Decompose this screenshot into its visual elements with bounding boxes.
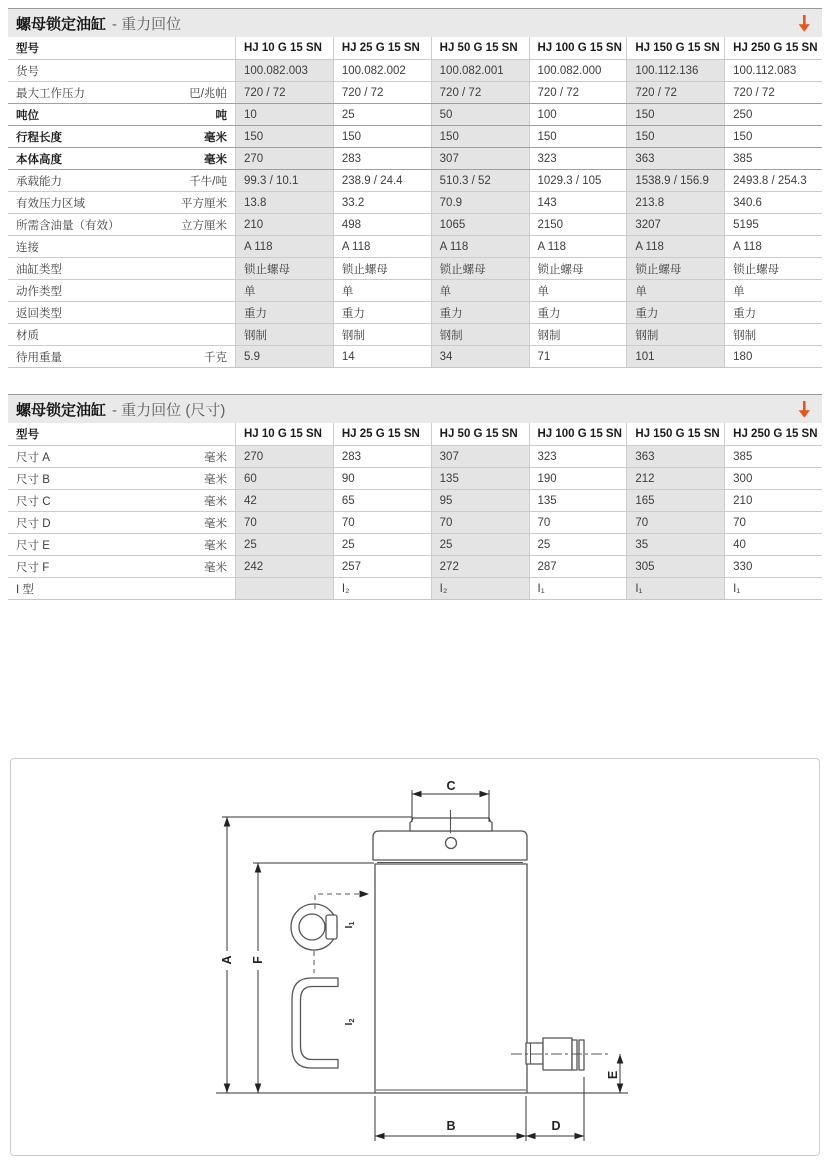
table-cell: 305 bbox=[626, 556, 724, 577]
table-cell: A 118 bbox=[529, 236, 627, 257]
lifting-eye-collar bbox=[326, 915, 337, 939]
table-cell: 720 / 72 bbox=[235, 82, 333, 103]
table-cell: 257 bbox=[333, 556, 431, 577]
dim-label-i2: I2 bbox=[343, 1018, 356, 1026]
table-cell: 135 bbox=[529, 490, 627, 511]
table-row bbox=[8, 301, 822, 323]
table-row bbox=[8, 257, 822, 279]
table-cell: 242 bbox=[235, 556, 333, 577]
table-cell: 363 bbox=[626, 148, 724, 169]
row-label: 尺寸 C bbox=[16, 495, 51, 508]
table-cell: 720 / 72 bbox=[529, 82, 627, 103]
cylinder-drawing bbox=[11, 759, 819, 1155]
row-label-cell bbox=[8, 490, 235, 511]
row-label-cell bbox=[8, 346, 235, 367]
table-cell: 40 bbox=[724, 534, 822, 555]
table-cell: 5195 bbox=[724, 214, 822, 235]
table-cell: 70 bbox=[235, 512, 333, 533]
table-row bbox=[8, 213, 822, 235]
lifting-eye-inner bbox=[299, 914, 325, 940]
row-label-cell bbox=[8, 192, 235, 213]
row-unit: 平方厘米 bbox=[181, 197, 227, 210]
header-model-cell: HJ 50 G 15 SN bbox=[431, 37, 529, 59]
row-unit: 毫米 bbox=[204, 539, 227, 552]
row-label-cell bbox=[8, 82, 235, 103]
table-cell: 283 bbox=[333, 148, 431, 169]
table-cell: 720 / 72 bbox=[626, 82, 724, 103]
row-label-cell bbox=[8, 578, 235, 599]
table-cell: A 118 bbox=[431, 236, 529, 257]
table-cell: 50 bbox=[431, 104, 529, 125]
table2-grid bbox=[8, 423, 822, 599]
row-label-cell bbox=[8, 280, 235, 301]
table-row bbox=[8, 59, 822, 81]
table-cell: 单 bbox=[529, 280, 627, 301]
table-cell: 150 bbox=[235, 126, 333, 147]
table-row bbox=[8, 533, 822, 555]
coupler-ring-2 bbox=[579, 1040, 584, 1070]
table-cell: 重力 bbox=[724, 302, 822, 323]
row-unit: 毫米 bbox=[204, 517, 227, 530]
table-cell: 钢制 bbox=[724, 324, 822, 345]
row-label: 尺寸 A bbox=[16, 451, 50, 464]
table-cell: 165 bbox=[626, 490, 724, 511]
table-cell: 锁止螺母 bbox=[235, 258, 333, 279]
table-cell: 2150 bbox=[529, 214, 627, 235]
row-label-cell bbox=[8, 324, 235, 345]
row-label: 尺寸 D bbox=[16, 517, 51, 530]
table-cell: 重力 bbox=[626, 302, 724, 323]
eye-leader-arrow bbox=[360, 891, 370, 898]
row-label: 材质 bbox=[16, 329, 39, 342]
row-label-cell bbox=[8, 258, 235, 279]
row-unit: 毫米 bbox=[204, 451, 227, 464]
row-label: 最大工作压力 bbox=[16, 87, 85, 100]
table-cell: 70 bbox=[626, 512, 724, 533]
row-label: 承载能力 bbox=[16, 175, 62, 188]
dim-label-c: C bbox=[446, 779, 456, 793]
header-model-cell: HJ 250 G 15 SN bbox=[724, 423, 822, 445]
row-label: 尺寸 F bbox=[16, 561, 50, 574]
table-cell: 钢制 bbox=[333, 324, 431, 345]
table-cell: 重力 bbox=[333, 302, 431, 323]
table-cell: 单 bbox=[626, 280, 724, 301]
table-cell: 锁止螺母 bbox=[724, 258, 822, 279]
table-cell: 150 bbox=[333, 126, 431, 147]
row-label: 动作类型 bbox=[16, 285, 62, 298]
carry-handle bbox=[292, 978, 338, 1068]
table-cell: 363 bbox=[626, 446, 724, 467]
table-cell: 250 bbox=[724, 104, 822, 125]
table-cell: 重力 bbox=[431, 302, 529, 323]
table-cell: 33.2 bbox=[333, 192, 431, 213]
table-cell: 210 bbox=[724, 490, 822, 511]
table-cell: 100.082.001 bbox=[431, 60, 529, 81]
table-cell: I₁ bbox=[626, 578, 724, 599]
table-header-row bbox=[8, 423, 822, 445]
header-model-cell: HJ 100 G 15 SN bbox=[529, 423, 627, 445]
table-cell: A 118 bbox=[724, 236, 822, 257]
table-cell: 单 bbox=[724, 280, 822, 301]
table-cell: 150 bbox=[529, 126, 627, 147]
row-unit: 千克 bbox=[204, 351, 227, 364]
table-cell: 70 bbox=[529, 512, 627, 533]
table-row bbox=[8, 235, 822, 257]
table-cell: 720 / 72 bbox=[333, 82, 431, 103]
table-cell: 100.082.000 bbox=[529, 60, 627, 81]
header-model-cell: HJ 100 G 15 SN bbox=[529, 37, 627, 59]
table-cell: A 118 bbox=[626, 236, 724, 257]
table-cell: 300 bbox=[724, 468, 822, 489]
row-label: 尺寸 B bbox=[16, 473, 50, 486]
table-cell: 锁止螺母 bbox=[626, 258, 724, 279]
table-cell: 99.3 / 10.1 bbox=[235, 170, 333, 191]
table1-subtitle: - 重力回位 bbox=[112, 15, 182, 33]
spec-table-dimensions bbox=[8, 394, 822, 600]
row-label: 尺寸 E bbox=[16, 539, 50, 552]
row-unit: 千牛/吨 bbox=[189, 175, 227, 188]
row-label: 返回类型 bbox=[16, 307, 62, 320]
table-cell: 锁止螺母 bbox=[529, 258, 627, 279]
table-cell: 150 bbox=[626, 126, 724, 147]
table-cell: 14 bbox=[333, 346, 431, 367]
table2-title: 螺母锁定油缸 bbox=[16, 401, 107, 419]
row-label-cell bbox=[8, 126, 235, 147]
table-cell: I₁ bbox=[724, 578, 822, 599]
row-label: 油缸类型 bbox=[16, 263, 62, 276]
row-label-cell bbox=[8, 214, 235, 235]
table-cell: 5.9 bbox=[235, 346, 333, 367]
dim-label-a: A bbox=[220, 955, 234, 965]
table-row bbox=[8, 81, 822, 103]
row-unit: 毫米 bbox=[204, 561, 227, 574]
table-row bbox=[8, 147, 822, 169]
table-cell: 213.8 bbox=[626, 192, 724, 213]
table-cell: 270 bbox=[235, 446, 333, 467]
row-label: 所需含油量（有效） bbox=[16, 219, 120, 232]
row-label-cell bbox=[8, 148, 235, 169]
nut-hole bbox=[446, 838, 457, 849]
table-cell: 25 bbox=[333, 104, 431, 125]
table-cell: 287 bbox=[529, 556, 627, 577]
row-unit: 吨 bbox=[215, 109, 227, 122]
table-cell: 35 bbox=[626, 534, 724, 555]
row-label-cell bbox=[8, 446, 235, 467]
row-label: 吨位 bbox=[16, 109, 39, 122]
table2-title-bar bbox=[8, 394, 822, 423]
row-label: 待用重量 bbox=[16, 351, 62, 364]
table-cell: 212 bbox=[626, 468, 724, 489]
row-label-cell bbox=[8, 512, 235, 533]
row-unit: 立方厘米 bbox=[181, 219, 227, 232]
coupler-ring-1 bbox=[572, 1040, 577, 1070]
table-cell: 13.8 bbox=[235, 192, 333, 213]
table-cell: 100.112.136 bbox=[626, 60, 724, 81]
table-cell: 单 bbox=[431, 280, 529, 301]
header-model-cell: HJ 150 G 15 SN bbox=[626, 423, 724, 445]
header-model-cell: HJ 10 G 15 SN bbox=[235, 423, 333, 445]
dim-label-e: E bbox=[606, 1070, 620, 1080]
row-label-cell bbox=[8, 534, 235, 555]
table-row bbox=[8, 191, 822, 213]
dim-label-d: D bbox=[551, 1119, 561, 1133]
table-cell: 307 bbox=[431, 148, 529, 169]
table-cell: 71 bbox=[529, 346, 627, 367]
table-row bbox=[8, 169, 822, 191]
table-cell: 单 bbox=[235, 280, 333, 301]
row-label-cell bbox=[8, 170, 235, 191]
row-label-cell bbox=[8, 60, 235, 81]
table-row bbox=[8, 467, 822, 489]
row-unit: 毫米 bbox=[204, 153, 227, 166]
table-cell: 钢制 bbox=[626, 324, 724, 345]
table-cell: 钢制 bbox=[235, 324, 333, 345]
table-cell: 95 bbox=[431, 490, 529, 511]
table-cell: 25 bbox=[235, 534, 333, 555]
table-cell: 70.9 bbox=[431, 192, 529, 213]
header-model-cell: HJ 250 G 15 SN bbox=[724, 37, 822, 59]
row-unit: 毫米 bbox=[204, 473, 227, 486]
table-cell: 25 bbox=[529, 534, 627, 555]
header-model-label: 型号 bbox=[16, 43, 39, 55]
table-cell: 510.3 / 52 bbox=[431, 170, 529, 191]
table-row bbox=[8, 125, 822, 147]
table-cell: 385 bbox=[724, 446, 822, 467]
table-cell: 150 bbox=[724, 126, 822, 147]
table-row bbox=[8, 323, 822, 345]
table-cell: 307 bbox=[431, 446, 529, 467]
table-cell: 钢制 bbox=[431, 324, 529, 345]
table-row bbox=[8, 445, 822, 467]
header-model-cell: HJ 25 G 15 SN bbox=[333, 37, 431, 59]
table-cell: 70 bbox=[431, 512, 529, 533]
table-cell: 210 bbox=[235, 214, 333, 235]
table-cell bbox=[235, 578, 333, 599]
table-row bbox=[8, 345, 822, 367]
table1-title: 螺母锁定油缸 bbox=[16, 15, 107, 33]
table-cell: A 118 bbox=[333, 236, 431, 257]
table-cell: 101 bbox=[626, 346, 724, 367]
table-cell: 330 bbox=[724, 556, 822, 577]
table-row bbox=[8, 577, 822, 599]
table-header-row bbox=[8, 37, 822, 59]
table-cell: 60 bbox=[235, 468, 333, 489]
row-label: 货号 bbox=[16, 65, 39, 78]
table-cell: 385 bbox=[724, 148, 822, 169]
down-arrow-icon[interactable] bbox=[796, 14, 812, 33]
dimension-diagram bbox=[10, 758, 820, 1156]
header-model-label: 型号 bbox=[16, 429, 39, 441]
dim-label-i1: I1 bbox=[343, 921, 356, 929]
table-cell: 锁止螺母 bbox=[431, 258, 529, 279]
table-row bbox=[8, 555, 822, 577]
table-cell: 1538.9 / 156.9 bbox=[626, 170, 724, 191]
table-cell: 65 bbox=[333, 490, 431, 511]
table-row bbox=[8, 103, 822, 125]
table-cell: 340.6 bbox=[724, 192, 822, 213]
header-model-cell: HJ 150 G 15 SN bbox=[626, 37, 724, 59]
row-unit: 巴/兆帕 bbox=[189, 87, 227, 100]
table-cell: 钢制 bbox=[529, 324, 627, 345]
row-label: 行程长度 bbox=[16, 131, 62, 144]
header-model-cell: HJ 10 G 15 SN bbox=[235, 37, 333, 59]
table-cell: 100.082.002 bbox=[333, 60, 431, 81]
table-cell: 3207 bbox=[626, 214, 724, 235]
table-cell: I₂ bbox=[333, 578, 431, 599]
table-cell: 25 bbox=[333, 534, 431, 555]
table-cell: 135 bbox=[431, 468, 529, 489]
table-cell: 单 bbox=[333, 280, 431, 301]
table-cell: 70 bbox=[333, 512, 431, 533]
table-cell: 283 bbox=[333, 446, 431, 467]
spec-table-gravity-return bbox=[8, 8, 822, 368]
table-row bbox=[8, 489, 822, 511]
header-model-cell: HJ 50 G 15 SN bbox=[431, 423, 529, 445]
table-cell: 720 / 72 bbox=[431, 82, 529, 103]
table-cell: 323 bbox=[529, 446, 627, 467]
dim-label-b: B bbox=[446, 1119, 456, 1133]
table-cell: 42 bbox=[235, 490, 333, 511]
table-cell: 270 bbox=[235, 148, 333, 169]
table-cell: I₂ bbox=[431, 578, 529, 599]
row-label-cell bbox=[8, 556, 235, 577]
table-cell: 34 bbox=[431, 346, 529, 367]
row-unit: 毫米 bbox=[204, 131, 227, 144]
table1-grid bbox=[8, 37, 822, 367]
table2-subtitle: - 重力回位 (尺寸) bbox=[112, 401, 226, 419]
header-model-cell: HJ 25 G 15 SN bbox=[333, 423, 431, 445]
row-label: 连接 bbox=[16, 241, 39, 254]
table-row bbox=[8, 279, 822, 301]
row-label-cell bbox=[8, 236, 235, 257]
table-cell: 272 bbox=[431, 556, 529, 577]
table-cell: 323 bbox=[529, 148, 627, 169]
row-label-cell bbox=[8, 104, 235, 125]
table-cell: 150 bbox=[431, 126, 529, 147]
table1-title-bar bbox=[8, 8, 822, 37]
row-label-cell bbox=[8, 468, 235, 489]
down-arrow-icon[interactable] bbox=[796, 400, 812, 419]
table-cell: 150 bbox=[626, 104, 724, 125]
dim-label-f: F bbox=[251, 956, 265, 964]
row-label: 本体高度 bbox=[16, 153, 62, 166]
table-cell: 100.112.083 bbox=[724, 60, 822, 81]
row-label-cell bbox=[8, 302, 235, 323]
row-label: 有效压力区域 bbox=[16, 197, 85, 210]
table-cell: 100.082.003 bbox=[235, 60, 333, 81]
table-cell: 143 bbox=[529, 192, 627, 213]
table-cell: 1029.3 / 105 bbox=[529, 170, 627, 191]
table-cell: 重力 bbox=[529, 302, 627, 323]
table-cell: I₁ bbox=[529, 578, 627, 599]
table-cell: 锁止螺母 bbox=[333, 258, 431, 279]
table-cell: A 118 bbox=[235, 236, 333, 257]
table-cell: 重力 bbox=[235, 302, 333, 323]
table-cell: 2493.8 / 254.3 bbox=[724, 170, 822, 191]
table-cell: 25 bbox=[431, 534, 529, 555]
row-unit: 毫米 bbox=[204, 495, 227, 508]
table-cell: 70 bbox=[724, 512, 822, 533]
table-cell: 100 bbox=[529, 104, 627, 125]
table-cell: 90 bbox=[333, 468, 431, 489]
cylinder-body bbox=[375, 864, 527, 1093]
table-cell: 10 bbox=[235, 104, 333, 125]
table-cell: 238.9 / 24.4 bbox=[333, 170, 431, 191]
table-cell: 498 bbox=[333, 214, 431, 235]
table-row bbox=[8, 511, 822, 533]
table-cell: 720 / 72 bbox=[724, 82, 822, 103]
table-cell: 190 bbox=[529, 468, 627, 489]
table-cell: 180 bbox=[724, 346, 822, 367]
table-cell: 1065 bbox=[431, 214, 529, 235]
row-label: I 型 bbox=[16, 583, 34, 596]
